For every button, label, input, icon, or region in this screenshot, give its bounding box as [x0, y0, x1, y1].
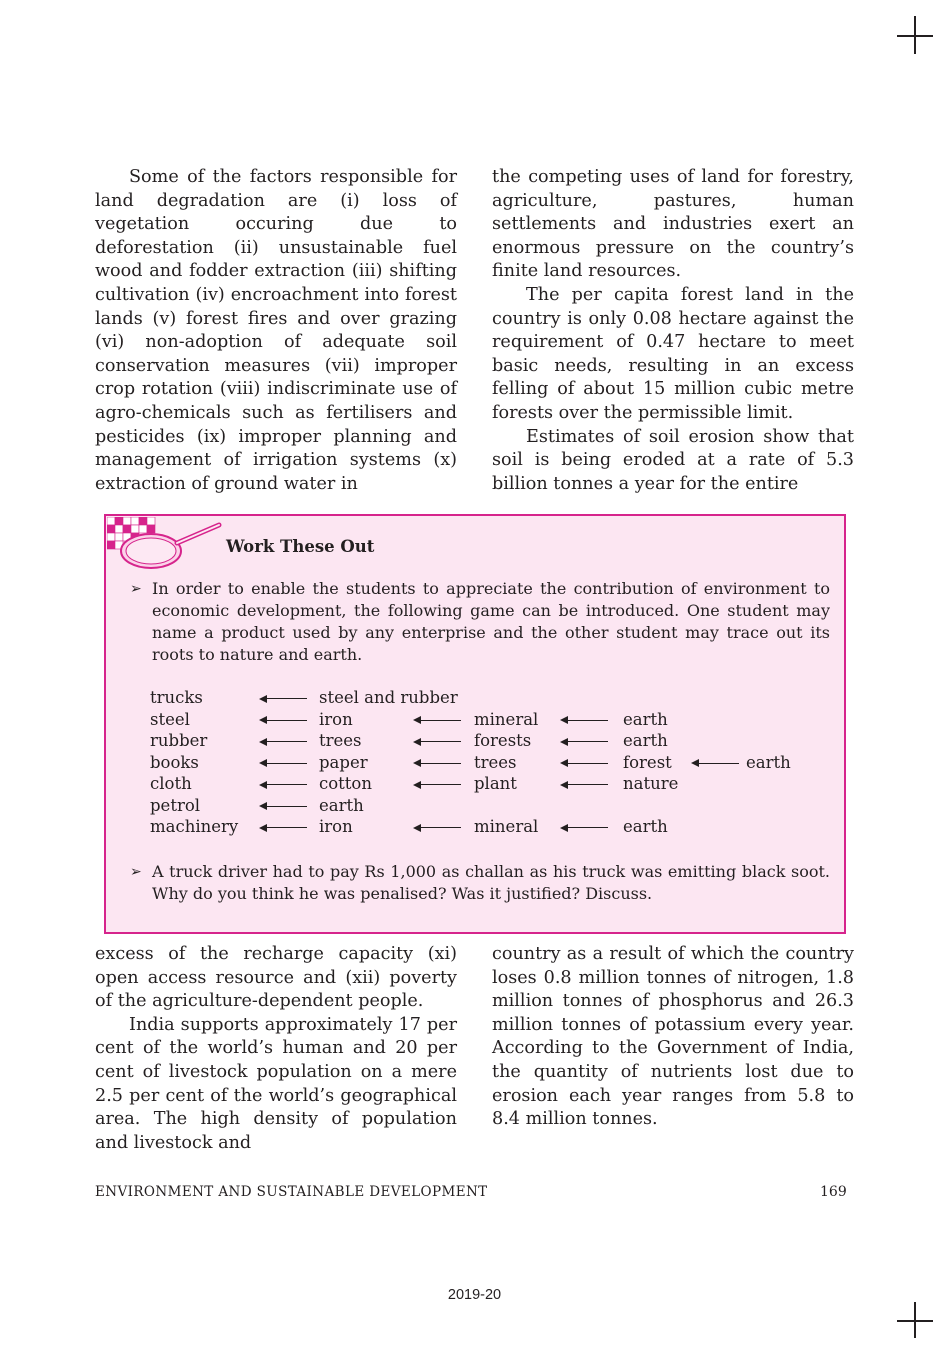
box-title: Work These Out [226, 537, 375, 556]
left-arrow-icon [693, 763, 739, 764]
left-arrow-icon [261, 763, 307, 764]
left-arrow-icon [562, 827, 608, 828]
bullet-text: In order to enable the students to appreciate the contribution of environment to economic development, the following game can be introduced. One student may name a product used by any enterprise and the other student may trace out its roots to nature and earth. [152, 579, 830, 664]
table-cell: iron [319, 709, 353, 729]
paragraph: the competing uses of land for forestry, agriculture, pastures, human settlements and industries exert an enormous pressure on the country’s finite land resources. [492, 167, 854, 282]
left-arrow-icon [261, 784, 307, 785]
table-cell: cloth [150, 774, 192, 793]
table-cell: books [150, 752, 199, 772]
table-cell: steel and rubber [319, 688, 458, 707]
table-cell: earth [746, 752, 791, 772]
bullet-arrow-icon: ➢ [130, 581, 142, 597]
left-arrow-icon [415, 784, 461, 785]
left-arrow-icon [261, 698, 307, 699]
text-column-bottom-left [95, 943, 457, 1155]
table-cell: iron [319, 817, 353, 836]
paragraph: excess of the recharge capacity (xi) open access resource and (xii) poverty of the agriculture-dependent people. [95, 944, 457, 1012]
left-arrow-icon [261, 720, 307, 721]
paragraph: The per capita forest land in the country is only 0.08 hectare against the requirement of 0.47 hectare to meet basic needs, resulting in an excess felling of about 15 million cubic metre forests over the permissible limit. [492, 284, 854, 423]
paragraph: India supports approximately 17 per cent of the world’s human and 20 per cent of livestock population on a mere 2.5 per cent of the world’s geographical area. The high density of population and livestock and [95, 1014, 457, 1153]
left-arrow-icon [415, 741, 461, 742]
table-cell: cotton [319, 774, 372, 793]
magnifying-glass-crossword-icon [107, 517, 225, 577]
table-cell: mineral [474, 817, 539, 836]
left-arrow-icon [562, 763, 608, 764]
running-footer-title: ENVIRONMENT AND SUSTAINABLE DEVELOPMENT [95, 1184, 488, 1200]
table-cell: nature [623, 774, 679, 793]
table-cell: plant [474, 774, 517, 793]
text-column-top-right [492, 166, 854, 496]
left-arrow-icon [415, 720, 461, 721]
left-arrow-icon [415, 827, 461, 828]
table-cell: mineral [474, 709, 539, 729]
bullet-item [130, 578, 830, 666]
table-cell: machinery [150, 817, 239, 836]
bullet-arrow-icon: ➢ [130, 864, 142, 880]
left-arrow-icon [562, 720, 608, 721]
table-cell: forests [474, 731, 532, 750]
table-cell: forest [623, 752, 672, 772]
year-stamp: 2019-20 [447, 1287, 502, 1303]
crop-mark-bottom-v [914, 1302, 916, 1338]
table-cell: earth [623, 731, 668, 750]
table-cell: trucks [150, 688, 203, 707]
bullet-text: A truck driver had to pay Rs 1,000 as challan as his truck was emitting black soot. Why do you think he was penalised? Was it justified? Discuss. [152, 862, 830, 903]
paragraph: Some of the factors responsible for land degradation are (i) loss of vegetation occuring due to deforestation (ii) unsustainable fuel wood and fodder extraction (iii) shifting cultivation (iv) encroachment into forest lands (v) forest fires and over grazing (vi) non-adoption of adequate soil conservation measures (vii) improper crop rotation (viii) indiscriminate use of agro-chemicals such as fertilisers and pesticides (ix) improper planning and management of irrigation systems (x) extraction of ground water in [95, 167, 457, 494]
left-arrow-icon [261, 741, 307, 742]
left-arrow-icon [261, 827, 307, 828]
bullet-item [130, 861, 830, 905]
table-cell: paper [319, 752, 368, 772]
table-cell: petrol [150, 795, 201, 815]
table-cell: trees [474, 752, 517, 772]
left-arrow-icon [562, 784, 608, 785]
left-arrow-icon [415, 763, 461, 764]
crop-mark-top-v [914, 16, 916, 54]
table-cell: earth [319, 795, 364, 815]
paragraph: country as a result of which the country loses 0.8 million tonnes of nitrogen, 1.8 million tonnes of phosphorus and 26.3 million tonnes of potassium every year. According to the Government of India, the quantity of nutrients lost due to erosion each year ranges from 5.8 to 8.4 million tonnes. [492, 944, 854, 1130]
left-arrow-icon [562, 741, 608, 742]
table-cell: earth [623, 709, 668, 729]
text-column-bottom-right [492, 943, 854, 1132]
table-cell: rubber [150, 731, 208, 750]
left-arrow-icon [261, 806, 307, 807]
work-these-out-box [104, 514, 846, 934]
table-cell: earth [623, 817, 668, 836]
table-cell: trees [319, 731, 362, 750]
page-number: 169 [820, 1184, 847, 1200]
paragraph: Estimates of soil erosion show that soil is being eroded at a rate of 5.3 billion tonnes a year for the entire [492, 426, 854, 494]
text-column-top-left [95, 166, 457, 496]
table-cell: steel [150, 709, 190, 729]
